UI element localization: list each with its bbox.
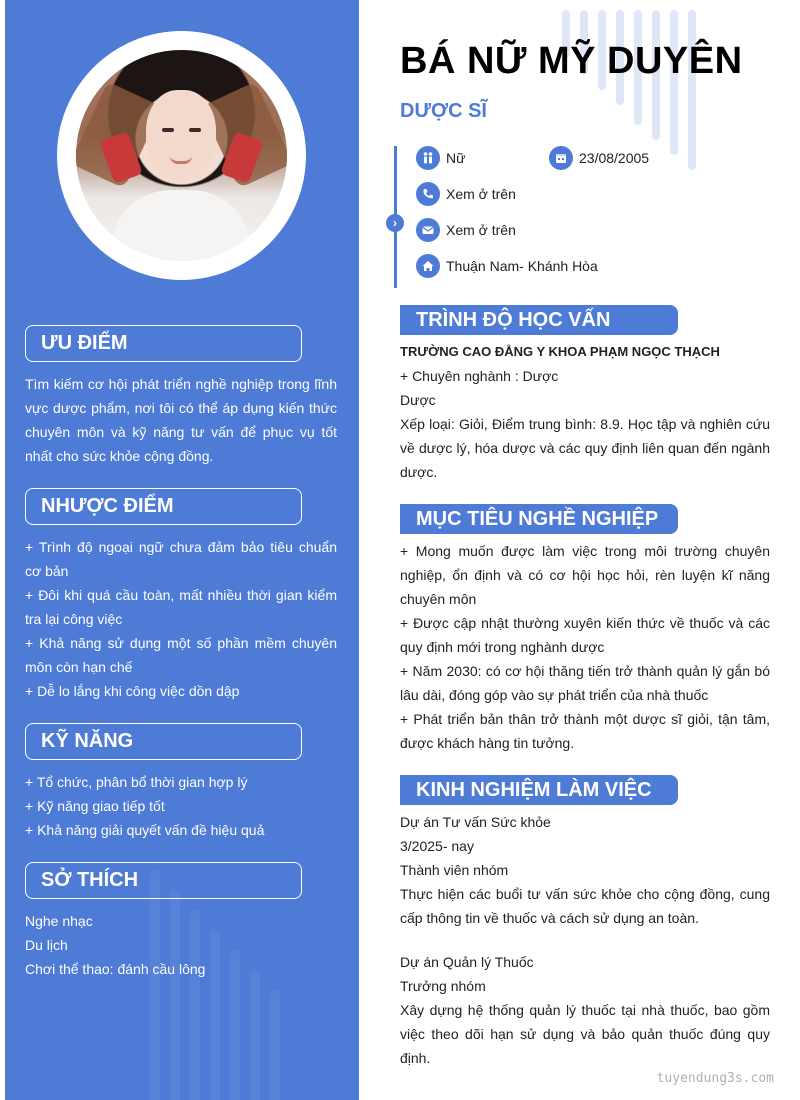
avatar-frame xyxy=(57,31,306,280)
list-item: + Đôi khi quá cầu toàn, mất nhiều thời gian kiểm tra lại công việc xyxy=(25,587,337,627)
list-item: + Kỹ năng giao tiếp tốt xyxy=(25,798,165,814)
gender-value: Nữ xyxy=(446,150,466,166)
project-period: 3/2025- nay xyxy=(400,838,474,854)
email-icon xyxy=(416,218,440,242)
objective-list xyxy=(400,539,770,755)
list-item: + Phát triển bản thân trở thành một dược sĩ giỏi, tận tâm, được khách hàng tin tưởng. xyxy=(400,711,770,751)
contact-address xyxy=(416,254,598,278)
major: + Chuyên nghành : Dược xyxy=(400,368,559,384)
list-item: + Mong muốn được làm việc trong môi trường chuyên nghiệp, ổn định và có cơ hội học hỏi, rèn luyện kĩ năng chuyên môn xyxy=(400,543,770,607)
project-description: Xây dựng hệ thống quản lý thuốc tại nhà thuốc, bao gồm việc theo dõi hạn sử dụng và bảo quản thuốc đúng quy định. xyxy=(400,1002,770,1066)
list-item: + Trình độ ngoại ngữ chưa đảm bảo tiêu chuẩn cơ bản xyxy=(25,539,337,579)
list-item: + Năm 2030: có cơ hội thăng tiến trở thành quản lý gắn bó lâu dài, đóng góp vào sự phát triển của nhà thuốc xyxy=(400,663,770,703)
job-title: DƯỢC SĨ xyxy=(400,100,487,122)
phone-value: Xem ở trên xyxy=(446,186,516,202)
contact-phone xyxy=(416,182,516,206)
experience-job-1 xyxy=(400,810,770,930)
strengths-heading: ƯU ĐIỂM xyxy=(25,325,302,362)
weaknesses-list xyxy=(25,535,337,703)
project-role: Thành viên nhóm xyxy=(400,862,509,878)
project-description: Thực hiện các buổi tư vấn sức khỏe cho cộng đồng, cung cấp thông tin về thuốc và cách sử dụng an toàn. xyxy=(400,886,770,926)
candidate-name: BÁ NỮ MỸ DUYÊN xyxy=(400,40,743,82)
education-details: Xếp loại: Giỏi, Điểm trung bình: 8.9. Học tập và nghiên cứu về dược lý, hóa dược và các quy định liên quan đến ngành dược. xyxy=(400,416,770,480)
gender-icon xyxy=(416,146,440,170)
experience-job-2 xyxy=(400,950,770,1070)
school-name: TRƯỜNG CAO ĐẲNG Y KHOA PHẠM NGỌC THẠCH xyxy=(400,344,720,359)
list-item: + Dễ lo lắng khi công việc dồn dập xyxy=(25,683,240,699)
list-item: + Khả năng giải quyết vấn đề hiệu quả xyxy=(25,822,265,838)
hobbies-heading: SỞ THÍCH xyxy=(25,862,302,899)
phone-icon xyxy=(416,182,440,206)
education-section xyxy=(400,340,770,484)
list-item: + Tổ chức, phân bổ thời gian hợp lý xyxy=(25,774,248,790)
project-name: Dự án Tư vấn Sức khỏe xyxy=(400,814,551,830)
watermark: tuyendung3s.com xyxy=(656,1071,774,1086)
list-item: Du lịch xyxy=(25,937,68,953)
objective-heading: MỤC TIÊU NGHỀ NGHIỆP xyxy=(400,504,678,534)
experience-heading: KINH NGHIỆM LÀM VIỆC xyxy=(400,775,678,805)
skills-list xyxy=(25,770,337,842)
list-item: + Khả năng sử dụng một số phần mềm chuyên môn còn hạn chế xyxy=(25,635,337,675)
field: Dược xyxy=(400,392,436,408)
birthday-value: 23/08/2005 xyxy=(579,150,650,166)
contact-birthday xyxy=(549,146,649,170)
list-item: + Được cập nhật thường xuyên kiến thức về thuốc và các quy định mới trong nghành dược xyxy=(400,615,770,655)
skills-heading: KỸ NĂNG xyxy=(25,723,302,760)
hobbies-list xyxy=(25,909,337,981)
strengths-text: Tìm kiếm cơ hội phát triển nghề nghiệp trong lĩnh vực dược phẩm, nơi tôi có thể áp dụng kiến thức chuyên môn và kỹ năng tư vấn để phục vụ tốt nhất cho sức khỏe cộng đồng. xyxy=(25,376,337,464)
avatar xyxy=(76,50,287,261)
weaknesses-heading: NHƯỢC ĐIỂM xyxy=(25,488,302,525)
list-item: Nghe nhạc xyxy=(25,913,93,929)
calendar-icon xyxy=(549,146,573,170)
sidebar xyxy=(5,0,359,1100)
chevron-right-icon[interactable]: › xyxy=(386,214,404,232)
project-role: Trưởng nhóm xyxy=(400,978,486,994)
contact-email xyxy=(416,218,516,242)
contact-gender xyxy=(416,146,465,170)
list-item: Chơi thể thao: đánh cầu lông xyxy=(25,961,206,977)
education-heading: TRÌNH ĐỘ HỌC VẤN xyxy=(400,305,678,335)
project-name: Dự án Quản lý Thuốc xyxy=(400,954,534,970)
home-icon xyxy=(416,254,440,278)
email-value: Xem ở trên xyxy=(446,222,516,238)
address-value: Thuận Nam- Khánh Hòa xyxy=(446,258,598,274)
